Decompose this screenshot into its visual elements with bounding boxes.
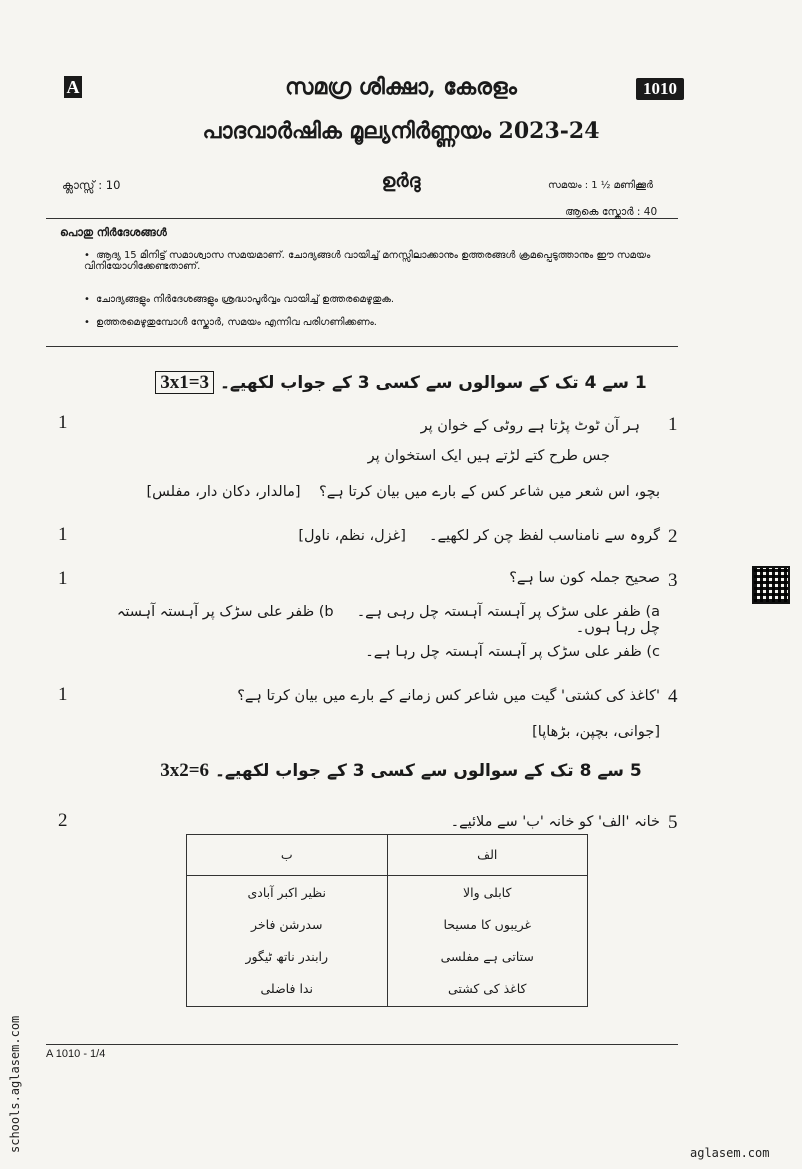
q2-options: [غزل، نظم، ناول] bbox=[298, 528, 406, 544]
instruction-item: • ആദ്യ 15 മിനിട്ട് സമാശ്വാസ സമയമാണ്. ചോദ്യങ്ങൾ വായിച്ച് മനസ്സിലാക്കാനും ഉത്തരങ്ങൾ ക്രമപ്പെടുത്താനും ഈ സമയം വിനിയോഗിക്കേണ്ടതാണ്. bbox=[84, 250, 651, 272]
q4-question: 'کاغذ کی کشتی' گیت میں شاعر کس زمانے کے بارے میں بیان کرتا ہے؟ bbox=[237, 688, 660, 704]
q2-number: 2 bbox=[668, 526, 678, 547]
q3-option-c-row bbox=[300, 644, 660, 660]
q3-option-c: ظفر علی سڑک پر آہستہ آہستہ چل رہا ہے۔ bbox=[365, 644, 642, 660]
q3-question: صحیح جملہ کون سا ہے؟ bbox=[509, 570, 660, 586]
match-alif-item: غریبوں کا مسیحا bbox=[443, 917, 532, 932]
instructions-title: പൊതു നിർദേശങ്ങൾ bbox=[60, 226, 167, 239]
match-be-item: نظیر اکبر آبادی bbox=[247, 885, 327, 900]
q5-question: خانہ 'الف' کو خانہ 'ب' سے ملائیے۔ bbox=[450, 814, 660, 830]
section-1-instruction: 1 سے 4 تک کے سوالوں سے کسی 3 کے جواب لکھیے۔ bbox=[219, 373, 647, 393]
q1-verse-line1: ہر آن ٹوٹ پڑتا ہے روٹی کے خوان پر bbox=[420, 418, 640, 434]
q3-option-b-label: b) bbox=[318, 604, 334, 620]
q5-marks: 2 bbox=[58, 810, 68, 831]
paper-code-badge: 1010 bbox=[636, 78, 684, 100]
match-table-header bbox=[187, 835, 588, 876]
instruction-item: • ചോദ്യങ്ങളും നിർദേശങ്ങളും ശ്രദ്ധാപൂർവ്വം വായിച്ച് ഉത്തരമെഴുതുക. bbox=[84, 294, 395, 305]
match-alif-item: ستاتی ہے مفلسی bbox=[440, 949, 534, 964]
q3-marks: 1 bbox=[58, 568, 68, 589]
q4-marks: 1 bbox=[58, 684, 68, 705]
class-label: ക്ലാസ്സ് : 10 bbox=[62, 178, 121, 192]
q1-verse-line2: جس طرح کتے لڑتے ہیں ایک استخوان پر bbox=[367, 448, 610, 464]
set-badge: A bbox=[64, 76, 82, 98]
match-alif-item: کابلی والا bbox=[463, 885, 512, 900]
q5-number: 5 bbox=[668, 812, 678, 833]
section-1-score: 3x1=3 bbox=[155, 371, 214, 394]
match-be-item: سدرشن فاخر bbox=[251, 917, 323, 932]
q2-question-text: گروہ سے نامناسب لفظ چن کر لکھیے۔ bbox=[428, 528, 660, 544]
match-be-item: رابندر ناتھ ٹیگور bbox=[245, 949, 329, 964]
q2-marks: 1 bbox=[58, 524, 68, 545]
q3-option-a: ظفر علی سڑک پر آہستہ آہستہ چل رہی ہے۔ bbox=[356, 604, 641, 620]
section-2-score: 3x2=6 bbox=[160, 760, 210, 781]
exam-title: പാദവാർഷിക മൂല്യനിർണ്ണയം 2023-24 bbox=[202, 118, 600, 144]
instructions-rule bbox=[46, 346, 678, 347]
match-table-body bbox=[187, 876, 588, 1007]
time-label: സമയം : 1 ½ മണിക്കൂർ bbox=[548, 180, 653, 191]
q1-question bbox=[96, 484, 660, 500]
q4-options: [جوانی، بچپن، بڑھاپا] bbox=[532, 724, 660, 740]
match-col-be bbox=[187, 876, 388, 1007]
score-label: ആകെ സ്കോർ : 40 bbox=[565, 206, 658, 218]
q1-number: 1 bbox=[668, 414, 678, 435]
match-table bbox=[186, 834, 588, 1007]
q4-number: 4 bbox=[668, 686, 678, 707]
page-footer: A 1010 - 1/4 bbox=[46, 1048, 106, 1060]
match-col-be-header: ب bbox=[187, 835, 388, 876]
section-2-heading bbox=[0, 760, 802, 782]
match-alif-item: کاغذ کی کشتی bbox=[448, 981, 527, 996]
match-col-alif bbox=[387, 876, 588, 1007]
q3-option-b: ظفر علی سڑک پر آہستہ آہستہ چل رہا ہوں۔ bbox=[116, 604, 660, 636]
brand-watermark: aglasem.com bbox=[690, 1146, 770, 1160]
section-2-instruction: 5 سے 8 تک کے سوالوں سے کسی 3 کے جواب لکھیے۔ bbox=[214, 761, 642, 781]
match-col-alif-header: الف bbox=[387, 835, 588, 876]
q1-marks: 1 bbox=[58, 412, 68, 433]
q3-option-a-label: a) bbox=[645, 604, 660, 620]
q3-options-ab bbox=[96, 604, 660, 636]
footer-rule bbox=[46, 1044, 678, 1045]
match-be-item: ندا فاضلی bbox=[260, 981, 313, 996]
organization-title: സമഗ്ര ശിക്ഷാ, കേരളം bbox=[285, 74, 517, 100]
instruction-item: • ഉത്തരമെഴുതുമ്പോൾ സ്കോർ, സമയം എന്നിവ പരിഗണിക്കണം. bbox=[84, 317, 377, 328]
section-1-heading bbox=[0, 372, 802, 394]
q3-option-c-label: c) bbox=[646, 644, 660, 660]
side-watermark-url: schools.aglasem.com bbox=[8, 1015, 22, 1153]
q1-options: [مالدار، دکان دار، مفلس] bbox=[146, 484, 301, 500]
q2-question bbox=[210, 528, 660, 544]
q1-question-text: بچو، اس شعر میں شاعر کس کے بارے میں بیان کرتا ہے؟ bbox=[319, 484, 660, 500]
qr-code bbox=[752, 566, 790, 604]
q3-number: 3 bbox=[668, 570, 678, 591]
subject-title: ഉർദു bbox=[381, 170, 421, 192]
